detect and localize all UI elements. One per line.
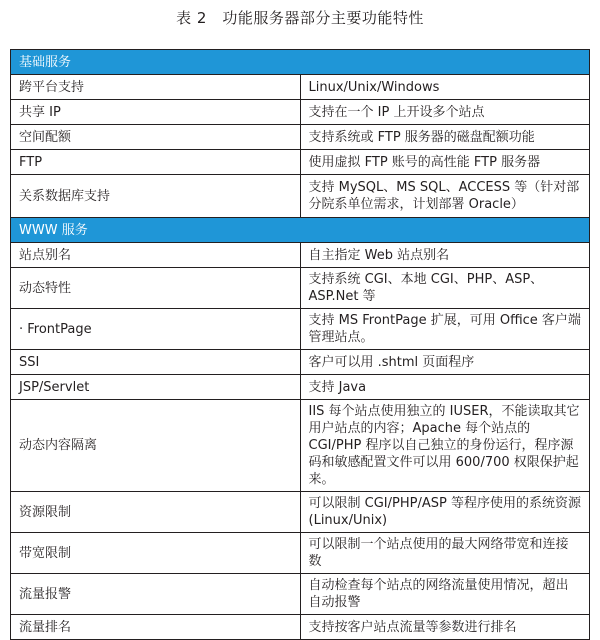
table-row [11,100,590,125]
feature-name: 站点别名 [11,243,301,268]
feature-name: 流量排名 [11,615,301,640]
table-row [11,75,590,100]
section-header-basic-services [11,50,590,75]
table-row [11,350,590,375]
feature-name: 资源限制 [11,492,301,533]
section-title: 基础服务 [11,50,590,75]
table-row [11,243,590,268]
feature-description: 自动检查每个站点的网络流量使用情况，超出自动报警 [300,574,590,615]
section-header-www-services [11,218,590,243]
feature-name: 动态特性 [11,268,301,309]
table-row [11,125,590,150]
feature-description: 自主指定 Web 站点别名 [300,243,590,268]
table-row [11,309,590,350]
feature-description: 支持按客户站点流量等参数进行排名 [300,615,590,640]
table-row [11,492,590,533]
feature-description: 支持系统 CGI、本地 CGI、PHP、ASP、ASP.Net 等 [300,268,590,309]
feature-name: 关系数据库支持 [11,175,301,218]
table-row [11,175,590,218]
feature-description: 支持 MySQL、MS SQL、ACCESS 等（针对部分院系单位需求，计划部署 Oracle） [300,175,590,218]
feature-description: 支持 MS FrontPage 扩展，可用 Office 客户端管理站点。 [300,309,590,350]
feature-name: 跨平台支持 [11,75,301,100]
feature-description: 支持系统或 FTP 服务器的磁盘配额功能 [300,125,590,150]
table-row [11,375,590,400]
feature-name: 共享 IP [11,100,301,125]
feature-description: IIS 每个站点使用独立的 IUSER，不能读取其它用户站点的内容；Apache 每个站点的 CGI/PHP 程序以自己独立的身份运行，程序源码和敏感配置文件可以用 600/700 权限保护起来。 [300,400,590,492]
feature-description: 使用虚拟 FTP 账号的高性能 FTP 服务器 [300,150,590,175]
table-row [11,533,590,574]
feature-name: 动态内容隔离 [11,400,301,492]
feature-name: 空间配额 [11,125,301,150]
table-row [11,615,590,640]
feature-name: 流量报警 [11,574,301,615]
feature-name: JSP/Servlet [11,375,301,400]
table-caption: 表 2 功能服务器部分主要功能特性 [176,9,424,27]
feature-name: SSI [11,350,301,375]
feature-description: 可以限制 CGI/PHP/ASP 等程序使用的系统资源 (Linux/Unix) [300,492,590,533]
section-title: WWW 服务 [11,218,590,243]
table-row [11,150,590,175]
feature-name: 带宽限制 [11,533,301,574]
feature-description: 支持在一个 IP 上开设多个站点 [300,100,590,125]
feature-name: · FrontPage [11,309,301,350]
feature-table [10,49,590,640]
feature-description: Linux/Unix/Windows [300,75,590,100]
table-row [11,574,590,615]
table-row [11,400,590,492]
feature-description: 支持 Java [300,375,590,400]
feature-name: FTP [11,150,301,175]
feature-description: 客户可以用 .shtml 页面程序 [300,350,590,375]
feature-description: 可以限制一个站点使用的最大网络带宽和连接数 [300,533,590,574]
table-row [11,268,590,309]
